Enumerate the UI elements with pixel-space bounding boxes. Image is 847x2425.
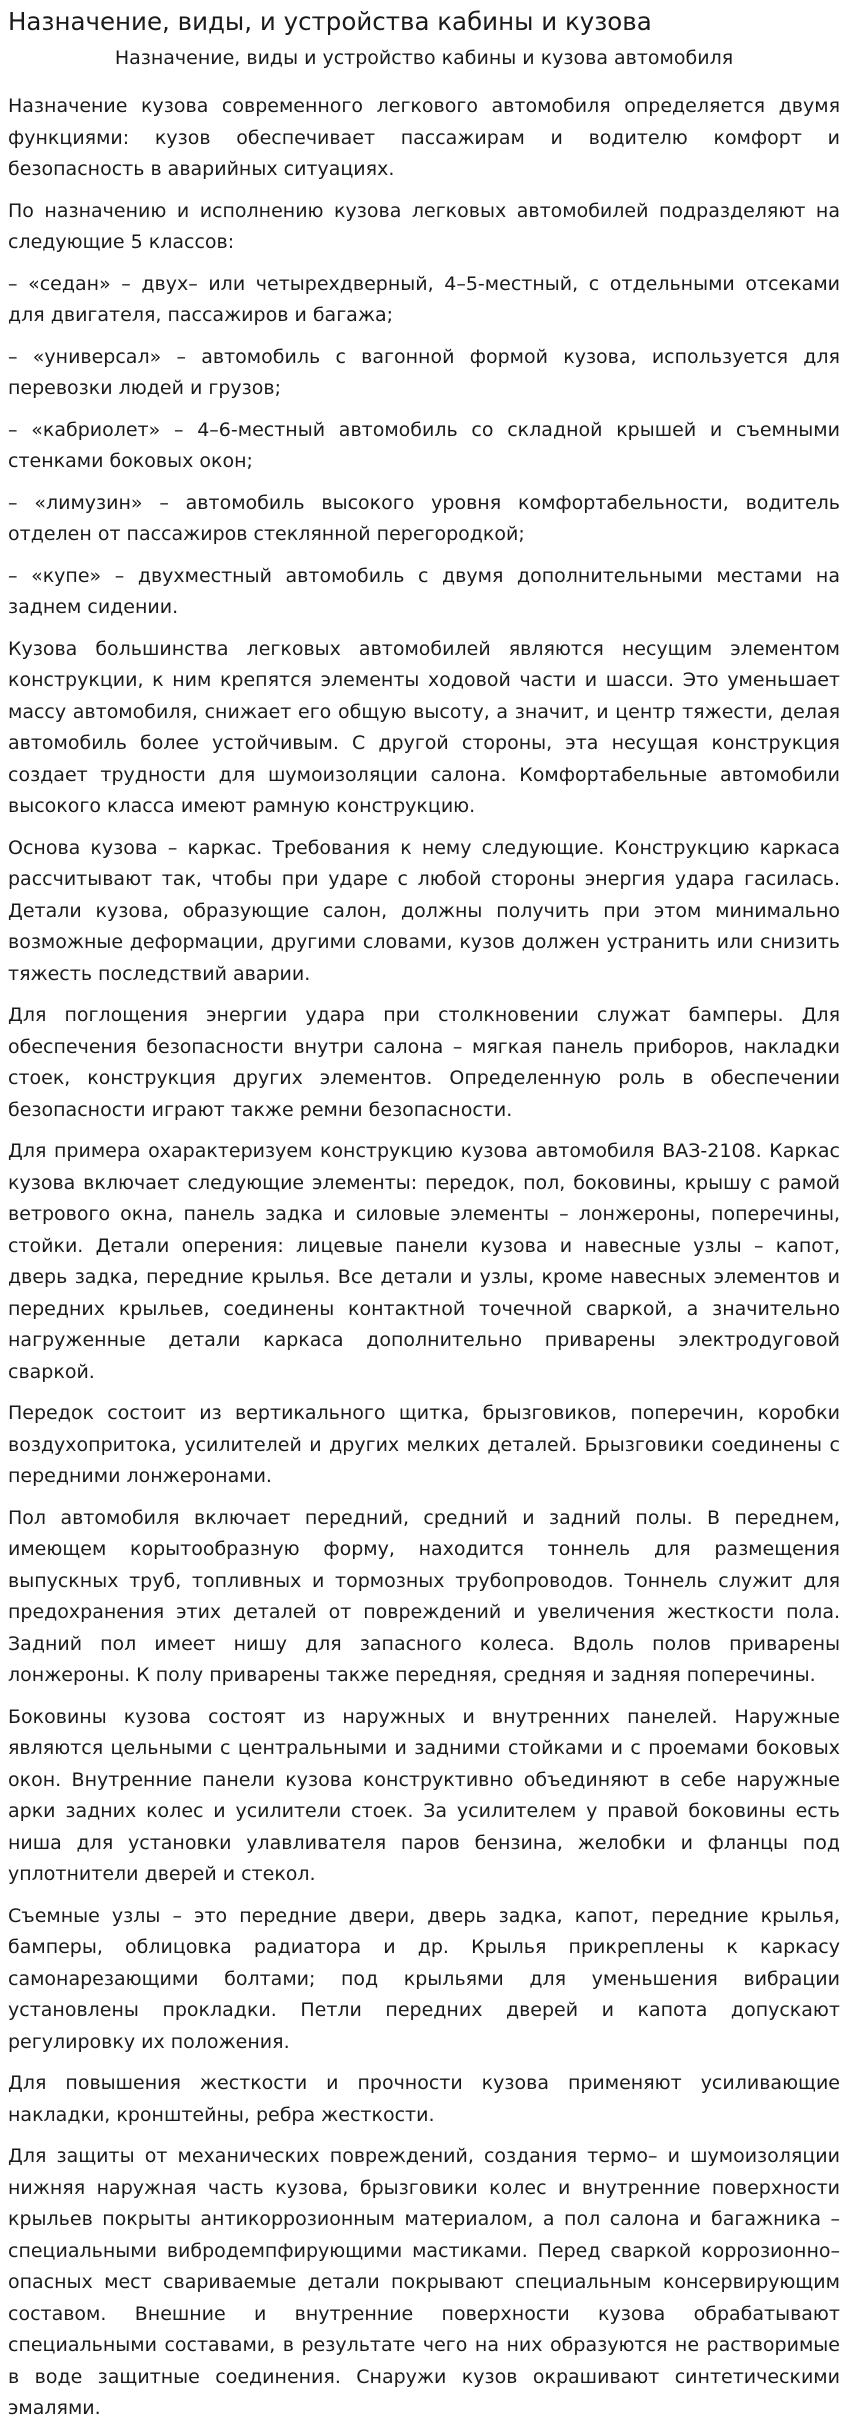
list-item-cabriolet: – «кабриолет» – 4–6-местный автомобиль со складной крышей и съемными стенками боковых окон; [8, 418, 840, 472]
list-item-universal: – «универсал» – автомобиль с вагонной формой кузова, используется для перевозки людей и грузов; [8, 345, 840, 399]
paragraph: Передок состоит из вертикального щитка, брызговиков, поперечин, коробки воздухопритока, усилителей и других мелких деталей. Брызговики соединены с передними лонжеронами. [8, 1402, 840, 1487]
paragraph: Назначение кузова современного легкового автомобиля определяется двумя функциями: кузов обеспечивает пассажирам и водителю комфорт и безопасность в аварийных ситуациях. [8, 95, 840, 180]
paragraph: Для примера охарактеризуем конструкцию кузова автомобиля ВАЗ-2108. Каркас кузова включает следующие элементы: передок, пол, боковины, крышу с рамой ветрового окна, панель задка и силовые элементы – лонжероны, поперечины, стойки. Детали оперения: лицевые панели кузова и навесные узлы – капот, дверь задка, передние крылья. Все детали и узлы, кроме навесных элементов и передних крыльев, соединены контактной точечной сваркой, а значительно нагруженные детали каркаса дополнительно приварены электродуговой сваркой. [8, 1140, 840, 1383]
page-subtitle: Назначение, виды и устройство кабины и кузова автомобиля [114, 47, 734, 69]
paragraph: По назначению и исполнению кузова легковых автомобилей подразделяют на следующие 5 классов: [8, 199, 840, 253]
paragraph: Для защиты от механических повреждений, создания термо– и шумоизоляции нижняя наружная часть кузова, брызговики колес и внутренние поверхности крыльев покрыты антикоррозионным материалом, а пол салона и багажника – специальными вибродемпфирующими мастиками. Перед сваркой коррозионно–опасных мест свариваемые детали покрывают специальным консервирующим составом. Внешние и внутренние поверхности кузова обрабатывают специальными составами, в результате чего на них образуются не растворимые в воде защитные соединения. Снаружи кузов окрашивают синтетическими эмалями. [8, 2145, 840, 2419]
paragraph: Для повышения жесткости и прочности кузова применяют усиливающие накладки, кронштейны, ребра жесткости. [8, 2072, 840, 2126]
list-item-coupe: – «купе» – двухместный автомобиль с двумя дополнительными местами на заднем сидении. [8, 564, 840, 618]
paragraph: Пол автомобиля включает передний, средний и задний полы. В переднем, имеющем корытообразную форму, находится тоннель для размещения выпускных труб, топливных и тормозных трубопроводов. Тоннель служит для предохранения этих деталей от повреждений и увеличения жесткости пола. Задний пол имеет нишу для запасного колеса. Вдоль полов приварены лонжероны. К полу приварены также передняя, средняя и задняя поперечины. [8, 1506, 840, 1686]
list-item-limousine: – «лимузин» – автомобиль высокого уровня комфортабельности, водитель отделен от пассажиров стеклянной перегородкой; [8, 491, 840, 545]
paragraph: Съемные узлы – это передние двери, дверь задка, капот, передние крылья, бамперы, облицовка радиатора и др. Крылья прикреплены к каркасу самонарезающими болтами; под крыльями для уменьшения вибрации установлены прокладки. Петли передних дверей и капота допускают регулировку их положения. [8, 1904, 840, 2053]
paragraph: Боковины кузова состоят из наружных и внутренних панелей. Наружные являются цельными с центральными и задними стойками и с проемами боковых окон. Внутренние панели кузова конструктивно объединяют в себе наружные арки задних колес и усилители стоек. За усилителем у правой боковины есть ниша для установки улавливателя паров бензина, желобки и фланцы под уплотнители дверей и стекол. [8, 1705, 840, 1885]
list-item-sedan: – «седан» – двух– или четырехдверный, 4–5-местный, с отдельными отсеками для двигателя, пассажиров и багажа; [8, 272, 840, 326]
paragraph: Основа кузова – каркас. Требования к нему следующие. Конструкцию каркаса рассчитывают так, чтобы при ударе с любой стороны энергия удара гасилась. Детали кузова, образующие салон, должны получить при этом минимально возможные деформации, другими словами, кузов должен устранить или снизить тяжесть последствий аварии. [8, 836, 840, 985]
paragraph: Кузова большинства легковых автомобилей являются несущим элементом конструкции, к ним крепятся элементы ходовой части и шасси. Это уменьшает массу автомобиля, снижает его общую высоту, а значит, и центр тяжести, делая автомобиль более устойчивым. С другой стороны, эта несущая конструкция создает трудности для шумоизоляции салона. Комфортабельные автомобили высокого класса имеют рамную конструкцию. [8, 637, 840, 817]
paragraph: Для поглощения энергии удара при столкновении служат бамперы. Для обеспечения безопасности внутри салона – мягкая панель приборов, накладки стоек, конструкция других элементов. Определенную роль в обеспечении безопасности играют также ремни безопасности. [8, 1004, 840, 1121]
page-title: Назначение, виды, и устройства кабины и кузова [8, 7, 652, 36]
